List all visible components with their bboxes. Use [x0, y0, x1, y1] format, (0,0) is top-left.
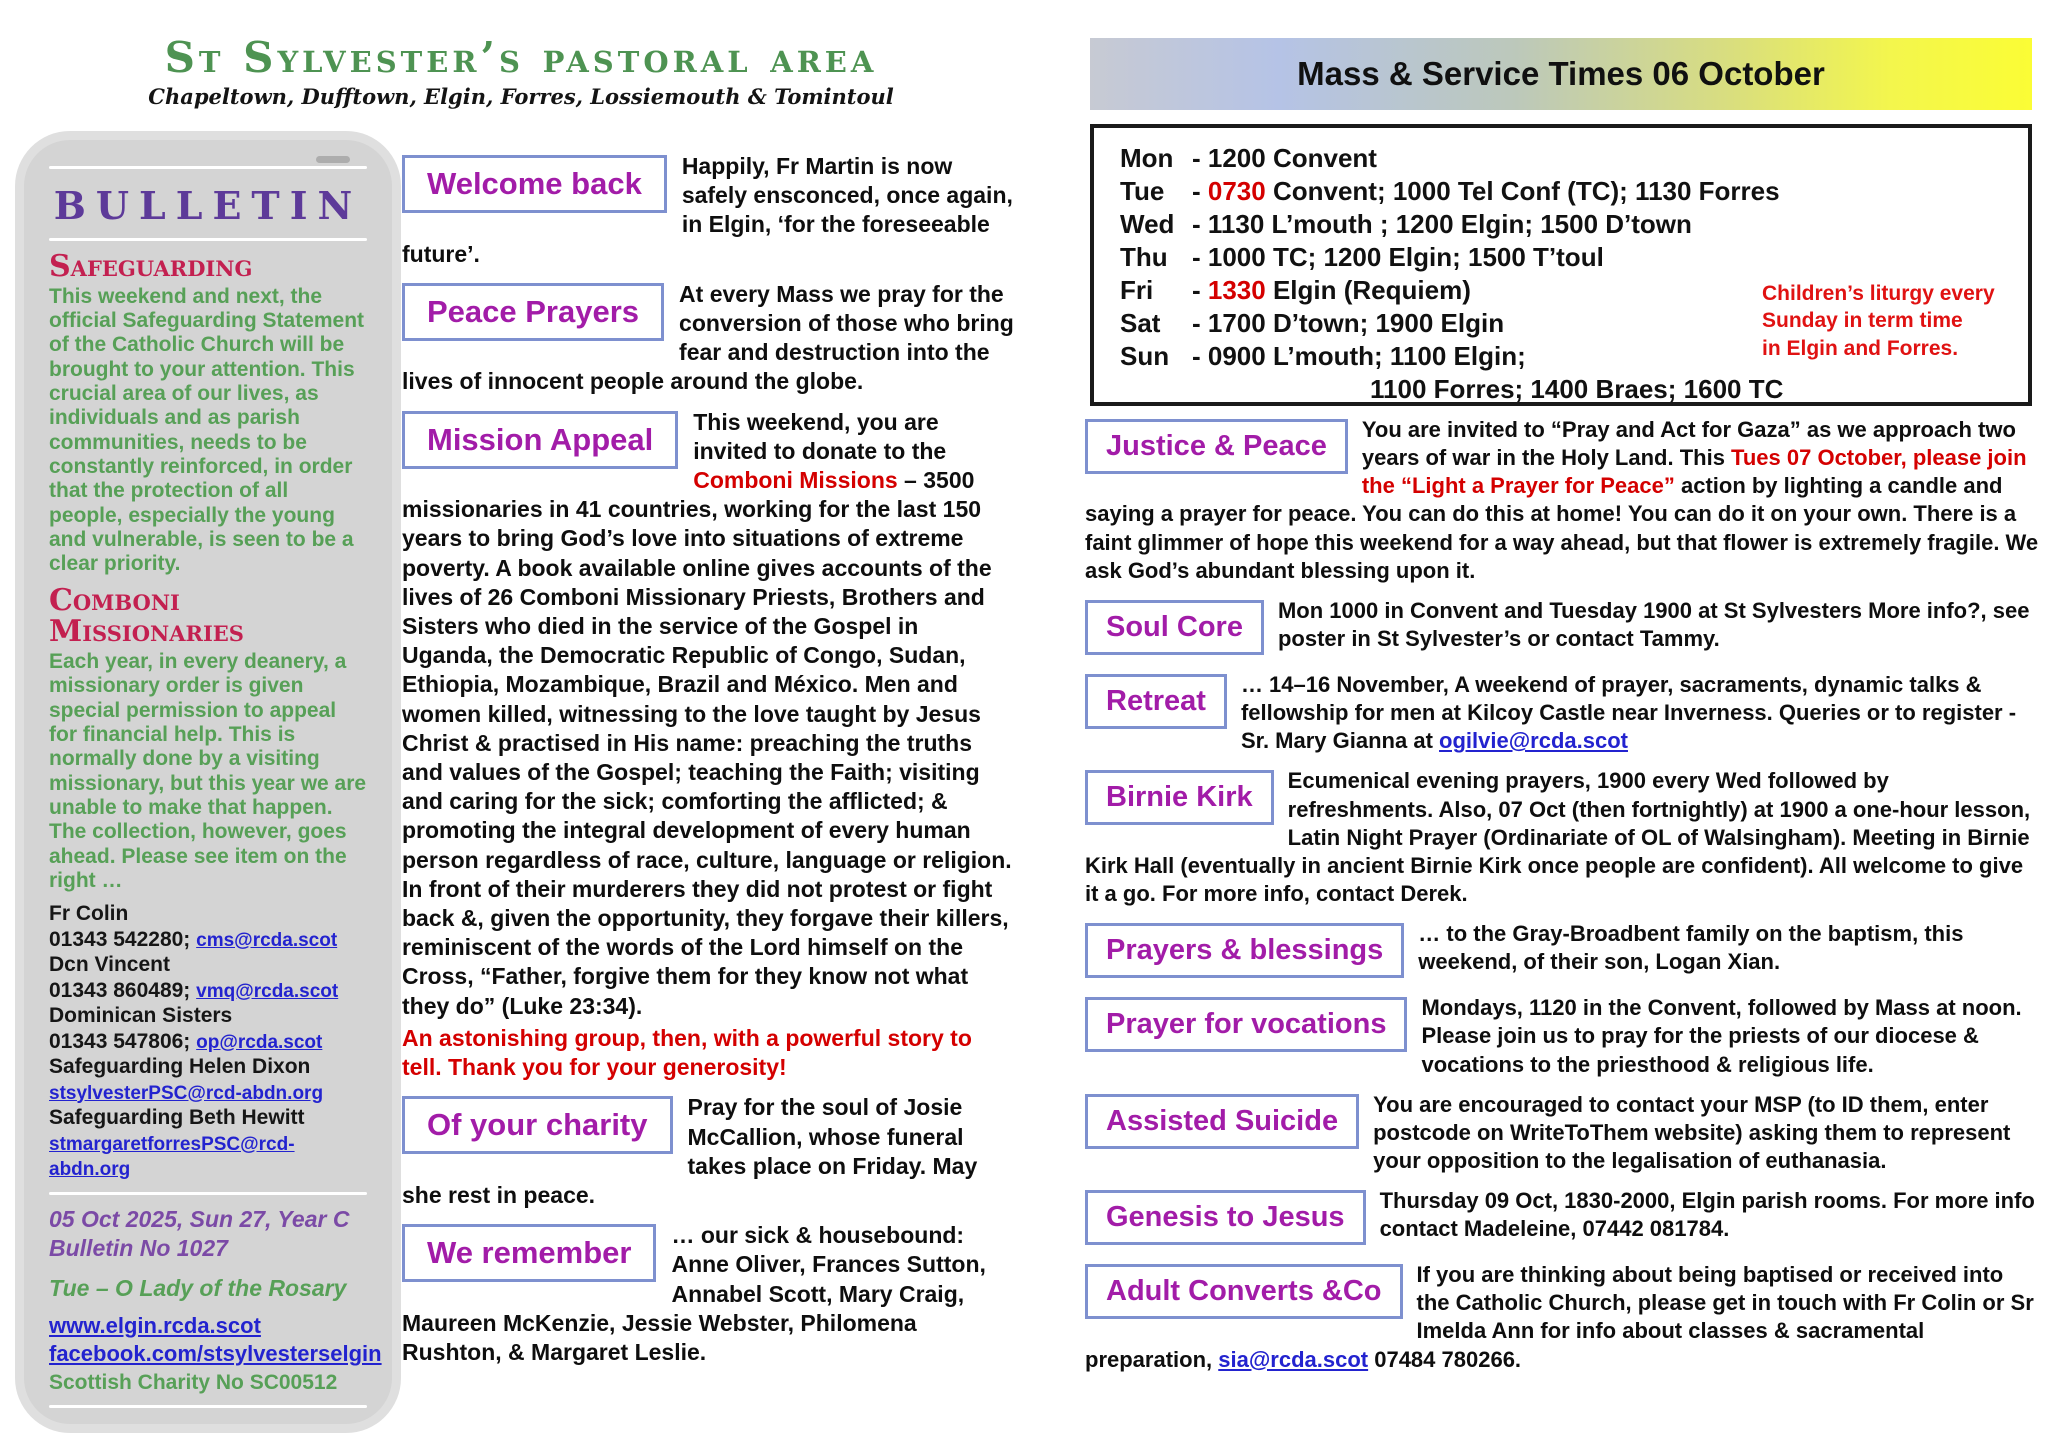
contact-safeguarding-helen — [49, 1054, 367, 1105]
text-segment: 01343 860489; — [49, 978, 197, 1002]
right-main-column — [1085, 416, 2039, 1386]
contact-line — [49, 1029, 367, 1055]
comboni-body: Each year, in every deanery, a missionary order is given special permission to appeal for financial help. This is normally done by a visiting missionary, but this year we are unable to make that happen. The collection, however, goes ahead. Please see item on the right … — [49, 649, 367, 893]
section-label: Assisted Suicide — [1106, 1104, 1339, 1137]
mass-times — [1370, 374, 1783, 404]
section-label-box — [402, 411, 678, 469]
website-link[interactable]: www.elgin.rcda.scot — [49, 1312, 261, 1338]
section-label: We remember — [427, 1235, 632, 1271]
article-mission-appeal — [402, 408, 1014, 1083]
section-label-box — [402, 283, 664, 341]
day-label: Tue — [1120, 176, 1165, 206]
charity-number: Scottish Charity No SC00512 — [49, 1370, 338, 1394]
contact-name: Safeguarding Helen Dixon — [49, 1055, 311, 1079]
feast-day: Tue – O Lady of the Rosary — [49, 1274, 347, 1301]
article-prayers-blessings — [1085, 920, 2039, 982]
article-justice-peace — [1085, 416, 2039, 585]
contact-name: Dominican Sisters — [49, 1004, 233, 1028]
divider — [49, 166, 367, 169]
contact-dcn-vincent — [49, 952, 367, 1003]
sidebar — [24, 140, 392, 1424]
text-segment: 07484 780266. — [1368, 1346, 1522, 1372]
contact-fr-colin — [49, 901, 367, 952]
section-label: Retreat — [1106, 684, 1206, 717]
section-label: Adult Converts &Co — [1106, 1275, 1382, 1308]
day-label: Sun — [1120, 341, 1170, 371]
text-segment: 01343 547806; — [49, 1029, 197, 1053]
section-label: Prayer for vocations — [1106, 1008, 1387, 1041]
section-label-box — [1085, 1094, 1359, 1149]
page-subtitle: Chapeltown, Dufftown, Elgin, Forres, Lossiemouth & Tomintoul — [148, 84, 894, 110]
day-label: Wed — [1120, 209, 1175, 239]
day-label: Thu — [1120, 242, 1168, 272]
text-segment: … 14–16 November, A weekend of prayer, sacraments, dynamic talks & fellowship for men at Kilcoy Castle near Inverness. Queries or to register - Sr. Mary Gianna at — [1240, 671, 2017, 754]
text-segment: Mon 1000 in Convent and Tuesday 1900 at St Sylvesters More info?, see poster in St Sylvester’s or contact Tammy. — [1277, 597, 2030, 652]
email-link[interactable]: sia@rcda.scot — [1218, 1346, 1369, 1372]
contact-name: Fr Colin — [49, 902, 129, 926]
note-line: Children’s liturgy every — [1762, 282, 1995, 305]
text-segment: Comboni Missions — [693, 467, 898, 494]
text-segment: 1100 Forres; 1400 Braes; 1600 TC — [1370, 374, 1784, 404]
article-of-your-charity — [402, 1093, 1014, 1210]
article-prayer-vocations — [1085, 994, 2039, 1078]
comboni-heading: Comboni Missionaries — [49, 582, 244, 650]
note-line: Sunday in term time — [1762, 309, 1963, 333]
mass-row-sun-continued — [1120, 373, 2028, 406]
section-label: Genesis to Jesus — [1106, 1201, 1345, 1234]
text-segment: - 1200 Convent — [1192, 143, 1377, 173]
mass-times — [1192, 176, 1780, 206]
mass-times — [1192, 275, 1471, 305]
section-label-box — [1085, 770, 1274, 825]
article-assisted-suicide — [1085, 1091, 2039, 1175]
section-label-box — [1085, 674, 1227, 729]
section-label-box — [402, 155, 667, 213]
mass-times — [1192, 143, 1377, 173]
contact-dominican-sisters — [49, 1003, 367, 1054]
text-segment: Mondays, 1120 in the Convent, followed by Mass at noon. Please join us to pray for the priests of our diocese & vocations to the priesthood & religious life. — [1421, 995, 2022, 1077]
article-welcome-back — [402, 152, 1014, 269]
text-segment: … to the Gray-Broadbent family on the baptism, this weekend, of their son, Logan Xian. — [1418, 921, 1964, 975]
text-segment: You are encouraged to contact your MSP (to ID them, enter postcode on WriteToThem website) asking them to represent your opposition to the legalisation of euthanasia. — [1373, 1091, 2011, 1173]
text-segment: - 1130 L’mouth ; 1200 Elgin; 1500 D’town — [1192, 209, 1692, 239]
section-label-box — [1085, 419, 1348, 474]
bulletin-title: BULLETIN — [53, 183, 363, 228]
text-segment: At every Mass we pray for the conversion of those who bring fear and destruction into the lives of innocent people around the globe. — [402, 280, 1014, 395]
article-birnie-kirk — [1085, 767, 2039, 908]
text-segment: Ecumenical evening prayers, 1900 every Wed followed by refreshments. Also, 07 Oct (then fortnightly) at 1900 a one-hour lesson, Latin Night Prayer (Ordinariate of OL of Walsingham). Meeting in Birnie Kirk Hall (eventually in ancient Birnie Kirk once people are confident). All welcome to give it a go. For more info, contact Derek. — [1085, 768, 2031, 907]
text-segment: – 3500 missionaries in 41 countries, working for the last 150 years to bring God’s love into situations of extreme poverty. A book available online gives accounts of the lives of 26 Comboni Missionary Priests, Brothers and Sisters who died in the service of the Gospel in Uganda, the Democratic Republic of Congo, Sudan, Ethiopia, Mozambique, Brazil and México. Men and women killed, witnessing to the love taught by Jesus Christ & practised in His name: preaching the truths and values of the Gospel; teaching the Faith; visiting and caring for the sick; comforting the afflicted; & promoting the integral development of every human person regardless of race, culture, language or religion. In front of their murderers they did not protest or fight back &, given the opportunity, they forgave their killers, reminiscent of the words of the Lord himself on the Cross, “Father, forgive them for they know not what they do” (Luke 23:34). — [402, 467, 1012, 1019]
article-we-remember — [402, 1221, 1014, 1367]
contact-list — [49, 901, 367, 1182]
section-label: Mission Appeal — [427, 421, 654, 457]
section-label-box — [1085, 1190, 1366, 1245]
article-adult-converts — [1085, 1261, 2039, 1374]
mass-row-mon — [1120, 142, 2028, 175]
contact-line — [49, 1080, 367, 1106]
safeguarding-body: This weekend and next, the official Safeguarding Statement of the Catholic Church will be brought to your attention. This crucial area of our lives, as individuals and as parish communities, needs to be constantly reinforced, in order that the protection of all people, especially the young and vulnerable, is seen to be a clear priority. — [49, 284, 365, 576]
page-title: St Sylvester’s pastoral area — [164, 33, 878, 82]
text-segment: Thursday 09 Oct, 1830-2000, Elgin parish rooms. For more info contact Madeleine, 07442 081784. — [1379, 1188, 2035, 1242]
divider — [49, 1405, 367, 1408]
section-label: Welcome back — [427, 166, 642, 201]
divider — [49, 1192, 367, 1195]
issue-date: 05 Oct 2025, Sun 27, Year C — [49, 1206, 350, 1233]
mass-row-thu — [1120, 241, 2028, 274]
day-label: Fri — [1120, 275, 1154, 305]
section-label: Prayers & blessings — [1106, 934, 1384, 967]
note-line: in Elgin and Forres. — [1762, 336, 1959, 360]
text-segment: You are invited to “Pray and Act for Gaza” as we approach two years of war in the Holy Land. This — [1361, 417, 2016, 471]
section-label: Soul Core — [1106, 610, 1243, 643]
day-label: Sat — [1120, 308, 1161, 338]
section-label-box — [1085, 997, 1407, 1052]
text-segment: 0730 — [1207, 176, 1266, 206]
children-liturgy-note — [1762, 280, 2004, 362]
text-segment: Convent; 1000 Tel Conf (TC); 1130 Forres — [1265, 176, 1780, 206]
sidebar-notch-decoration — [316, 156, 350, 163]
text-segment: - 1700 D’town; 1900 Elgin — [1192, 308, 1505, 338]
contact-line — [49, 927, 367, 953]
mass-times — [1192, 242, 1604, 272]
text-segment: 01343 542280; — [49, 927, 197, 951]
day-label: Mon — [1120, 143, 1174, 173]
section-label-box — [402, 1096, 673, 1154]
text-segment: This weekend, you are invited to donate to the — [693, 408, 947, 464]
section-label: Peace Prayers — [427, 293, 640, 329]
section-label-box — [1085, 1264, 1403, 1319]
contact-line — [49, 978, 367, 1004]
text-segment: - 0900 L’mouth; 1100 Elgin; — [1192, 341, 1526, 371]
text-segment: … our sick & housebound: Anne Oliver, Frances Sutton, Annabel Scott, Mary Craig, Maureen McKenzie, Jessie Webster, Philomena Rushton, & Margaret Leslie. — [402, 1222, 986, 1365]
article-body — [402, 408, 1014, 1083]
text-segment: If you are thinking about being baptised or received into the Catholic Church, please get in touch with Fr Colin or Sr Imelda Ann for info about classes & sacramental preparation, — [1085, 1262, 2034, 1372]
section-label: Birnie Kirk — [1106, 781, 1253, 814]
email-link[interactable]: stmargaretforresPSC@rcd-abdn.org — [49, 1133, 295, 1181]
issue-number: Bulletin No 1027 — [49, 1234, 228, 1261]
mass-row-tue — [1120, 175, 2028, 208]
section-label: Of your charity — [427, 1107, 648, 1143]
article-peace-prayers — [402, 280, 1014, 397]
text-segment: Tues 07 October, please join the “Light a Prayer for Peace” — [1361, 445, 2027, 499]
email-link[interactable]: vmq@rcda.scot — [196, 980, 339, 1002]
facebook-link[interactable]: facebook.com/stsylvesterselgin — [49, 1341, 382, 1367]
text-segment: Happily, Fr Martin is now safely ensconced, once again, in Elgin, ‘for the foreseeable future’. — [402, 153, 1013, 267]
text-segment: - — [1192, 176, 1208, 206]
contact-safeguarding-beth — [49, 1105, 367, 1182]
article-retreat — [1085, 671, 2039, 755]
text-segment: action by lighting a candle and saying a prayer for peace. You can do this at home! You can do it on your own. There is a faint glimmer of hope this weekend for a way ahead, but that flower is extremely fragile. We ask God’s abundant blessing upon it. — [1085, 473, 2039, 583]
section-label-box — [1085, 923, 1404, 978]
email-link[interactable]: stsylvesterPSC@rcd-abdn.org — [49, 1082, 324, 1104]
mass-times-box — [1090, 124, 2032, 406]
section-label-box — [402, 1224, 656, 1282]
text-segment: An astonishing group, then, with a powerful story to tell. Thank you for your generosity! — [402, 1024, 972, 1081]
article-genesis-to-jesus — [1085, 1187, 2039, 1249]
mass-times-header: Mass & Service Times 06 October — [1090, 38, 2032, 110]
left-page-header — [28, 33, 1014, 110]
contact-line — [49, 1131, 367, 1183]
contact-name: Safeguarding Beth Hewitt — [49, 1106, 305, 1130]
email-link[interactable]: op@rcda.scot — [196, 1031, 323, 1053]
divider — [49, 238, 367, 241]
section-label-box — [1085, 600, 1264, 655]
text-segment: - 1000 TC; 1200 Elgin; 1500 T’toul — [1192, 242, 1604, 272]
email-link[interactable]: ogilvie@rcda.scot — [1439, 728, 1628, 754]
text-segment: - — [1192, 275, 1208, 305]
mass-row-wed — [1120, 208, 2028, 241]
text-segment: Elgin (Requiem) — [1265, 275, 1471, 305]
mass-times — [1192, 209, 1692, 239]
mass-times — [1192, 308, 1504, 338]
text-segment: 1330 — [1207, 275, 1266, 305]
mass-times — [1192, 341, 1526, 371]
section-label: Justice & Peace — [1106, 430, 1327, 462]
left-main-column — [402, 152, 1014, 1378]
article-body — [1085, 671, 2039, 755]
safeguarding-heading: Safeguarding — [49, 249, 253, 284]
email-link[interactable]: cms@rcda.scot — [196, 929, 338, 951]
contact-name: Dcn Vincent — [49, 953, 170, 977]
article-soul-core — [1085, 597, 2039, 659]
text-segment: Pray for the soul of Josie McCallion, whose funeral takes place on Friday. May she rest in peace. — [402, 1094, 978, 1208]
